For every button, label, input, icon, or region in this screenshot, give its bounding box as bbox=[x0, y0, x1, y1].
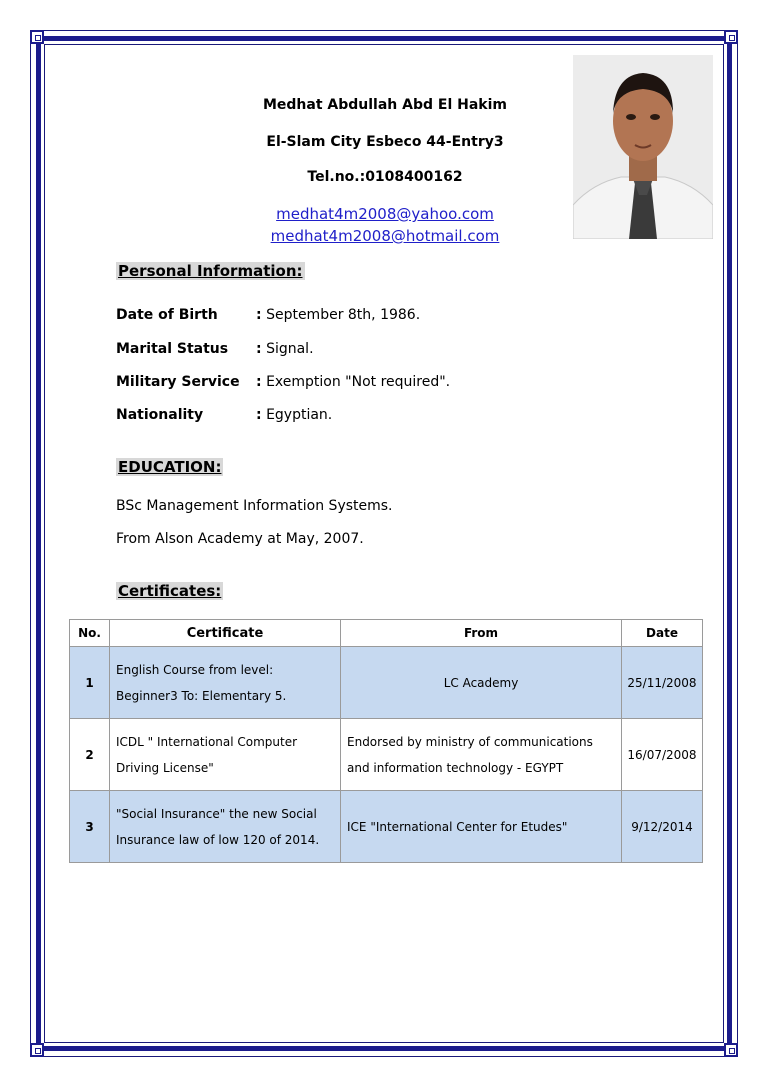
info-colon: : bbox=[256, 374, 262, 390]
cell-no: 1 bbox=[70, 647, 110, 719]
cell-no: 2 bbox=[70, 719, 110, 791]
cell-date: 9/12/2014 bbox=[622, 791, 703, 863]
info-value: September 8th, 1986. bbox=[266, 307, 421, 323]
applicant-address: El-Slam City Esbeco 44-Entry3 bbox=[266, 134, 504, 150]
info-value: Signal. bbox=[266, 341, 314, 357]
applicant-phone: Tel.no.:0108400162 bbox=[307, 169, 463, 185]
info-colon: : bbox=[256, 341, 262, 357]
cell-date: 16/07/2008 bbox=[622, 719, 703, 791]
table-header-row bbox=[70, 620, 703, 647]
corner-ornament-bottom-left bbox=[30, 1043, 44, 1057]
email-link-hotmail[interactable]: medhat4m2008@hotmail.com bbox=[270, 227, 500, 245]
info-label: Nationality bbox=[116, 407, 204, 423]
info-label: Marital Status bbox=[116, 341, 229, 357]
cell-from: Endorsed by ministry of communications and information technology - EGYPT bbox=[341, 719, 622, 791]
info-value: Exemption "Not required". bbox=[266, 374, 451, 390]
cell-from: LC Academy bbox=[341, 647, 622, 719]
cell-certificate: "Social Insurance" the new Social Insurance law of low 120 of 2014. bbox=[110, 791, 341, 863]
table-row bbox=[70, 719, 703, 791]
certificates-table bbox=[69, 619, 703, 863]
section-title-personal: Personal Information: bbox=[118, 262, 303, 280]
info-colon: : bbox=[256, 307, 262, 323]
applicant-name: Medhat Abdullah Abd El Hakim bbox=[262, 97, 507, 113]
section-title-certificates: Certificates: bbox=[118, 582, 222, 600]
column-header-from: From bbox=[341, 620, 622, 647]
corner-ornament-top-right bbox=[724, 30, 738, 44]
education-institution: From Alson Academy at May, 2007. bbox=[116, 531, 364, 547]
info-label: Date of Birth bbox=[116, 307, 218, 323]
cell-certificate: English Course from level: Beginner3 To: Elementary 5. bbox=[110, 647, 341, 719]
column-header-date: Date bbox=[622, 620, 703, 647]
education-degree: BSc Management Information Systems. bbox=[116, 498, 393, 514]
cell-from: ICE "International Center for Etudes" bbox=[341, 791, 622, 863]
cell-date: 25/11/2008 bbox=[622, 647, 703, 719]
corner-ornament-bottom-right bbox=[724, 1043, 738, 1057]
table-row bbox=[70, 791, 703, 863]
column-header-certificate: Certificate bbox=[110, 620, 341, 647]
cell-no: 3 bbox=[70, 791, 110, 863]
table-row bbox=[70, 647, 703, 719]
info-colon: : bbox=[256, 407, 262, 423]
info-value: Egyptian. bbox=[266, 407, 333, 423]
column-header-no: No. bbox=[70, 620, 110, 647]
profile-photo bbox=[573, 55, 713, 239]
section-title-education: EDUCATION: bbox=[118, 458, 222, 476]
info-label: Military Service bbox=[116, 374, 240, 390]
corner-ornament-top-left bbox=[30, 30, 44, 44]
email-link-yahoo[interactable]: medhat4m2008@yahoo.com bbox=[276, 205, 494, 223]
cell-certificate: ICDL " International Computer Driving License" bbox=[110, 719, 341, 791]
